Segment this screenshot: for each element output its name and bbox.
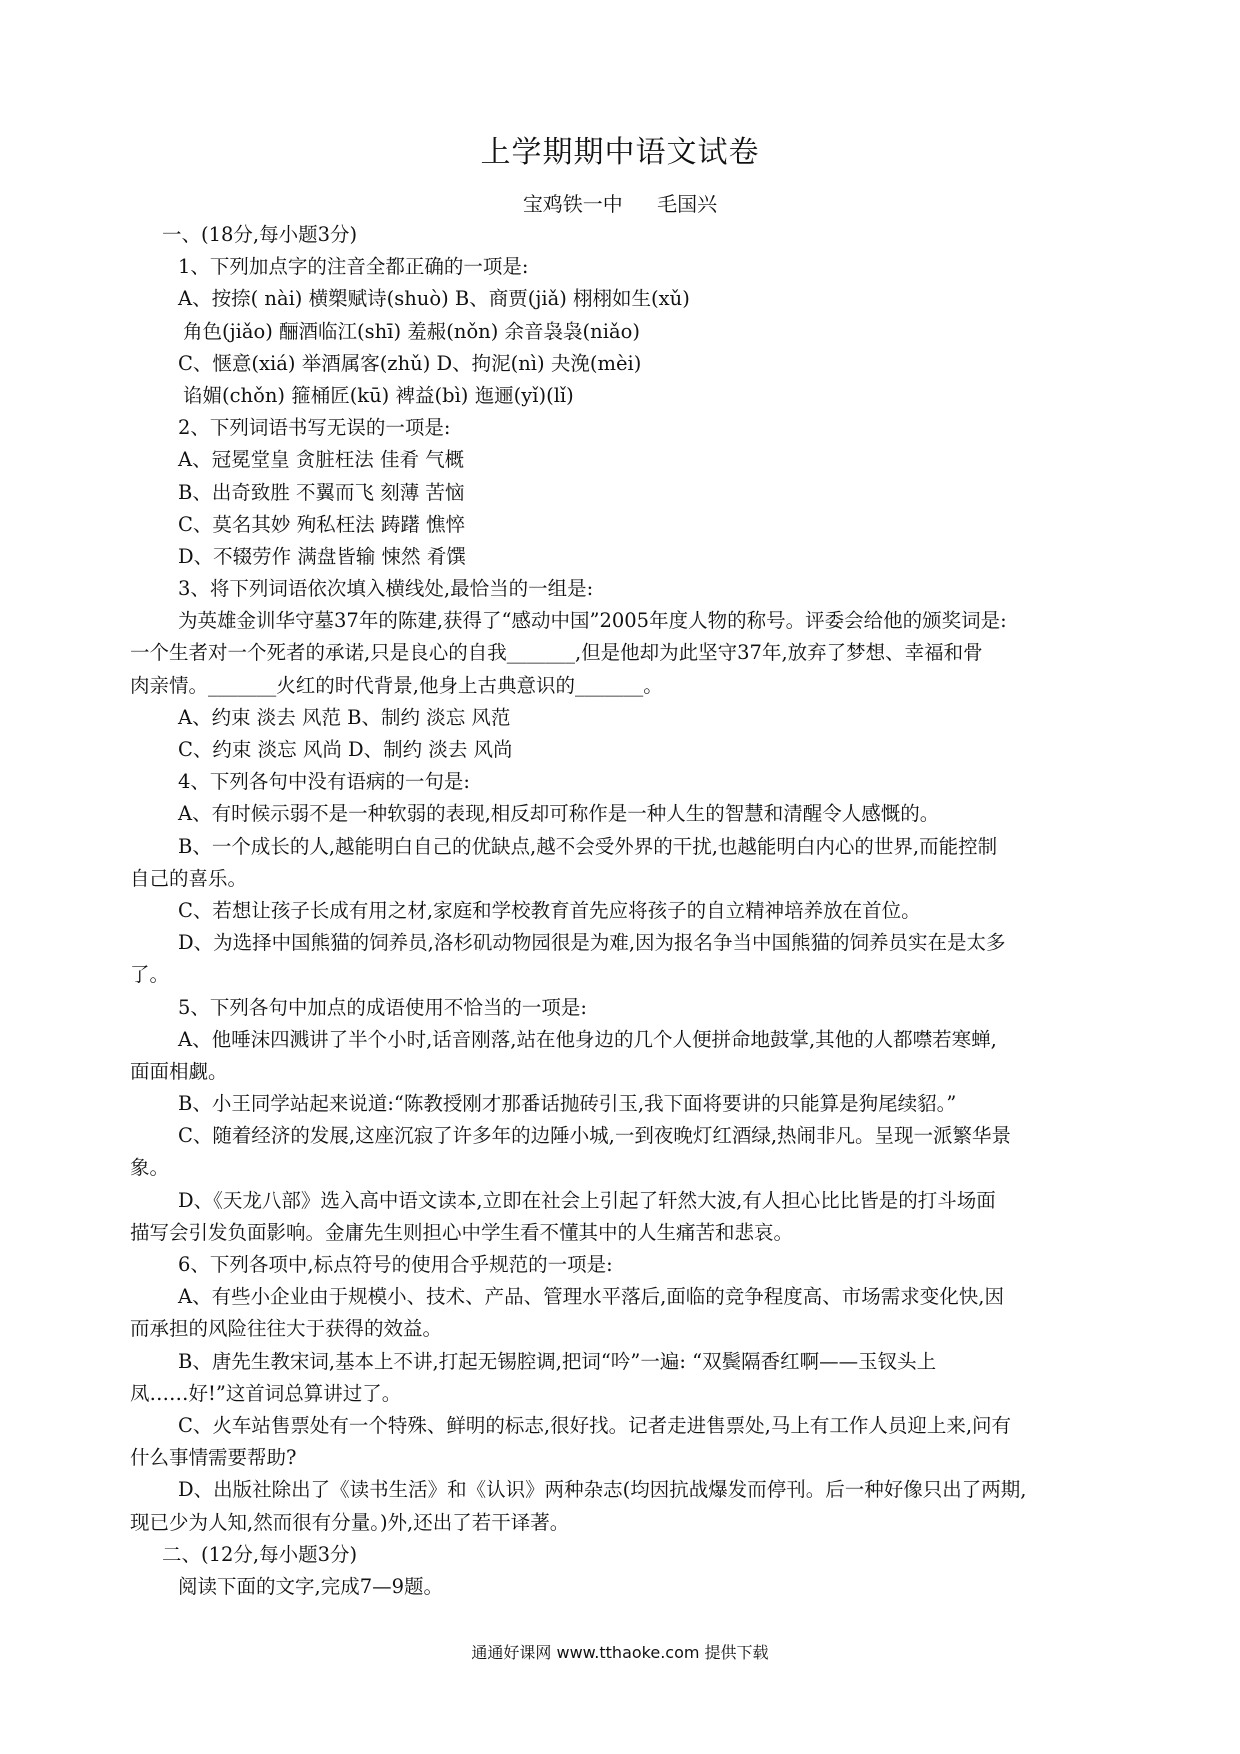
text-line: C、惬意(xiá) 举酒属客(zhǔ) D、拘泥(nì) 夬浼(mèi) (178, 351, 642, 375)
text-line: 描写会引发负面影响。金庸先生则担心中学生看不懂其中的人生痛苦和悲哀。 (130, 1220, 794, 1244)
text-line: 了。 (130, 963, 170, 987)
text-line: 面面相觑。 (130, 1059, 228, 1083)
text-line: C、若想让孩子长成有用之材,家庭和学校教育首先应将孩子的自立精神培养放在首位。 (178, 898, 921, 922)
text-line: 1、下列加点字的注音全都正确的一项是: (178, 255, 529, 279)
text-line: 4、下列各句中没有语病的一句是: (178, 770, 470, 794)
text-line: 一个生者对一个死者的承诺,只是良心的自我_______,但是他却为此坚守37年,放弃了梦想、幸福和骨 (130, 641, 983, 665)
text-line: 自己的喜乐。 (130, 866, 248, 890)
text-line: 象。 (130, 1156, 170, 1180)
text-line: D、不辍劳作 满盘皆输 悚然 肴馔 (178, 544, 466, 568)
text-line: A、冠冕堂皇 贪脏枉法 佳肴 气概 (178, 448, 465, 472)
text-line: B、唐先生教宋词,基本上不讲,打起无锡腔调,把词“吟”一遍: “双鬓隔香红啊——玉钗头上 (178, 1349, 937, 1373)
exam-content (130, 219, 1110, 1603)
text-line: C、莫名其妙 殉私枉法 踌躇 憔悴 (178, 512, 466, 536)
text-line: A、约束 淡去 风范 B、制约 淡忘 风范 (178, 705, 511, 729)
text-line: 肉亲情。_______火红的时代背景,他身上古典意识的_______。 (130, 673, 663, 697)
text-line: 2、下列词语书写无误的一项是: (178, 416, 451, 440)
text-line: D、出版社除出了《读书生活》和《认识》两种杂志(均因抗战爆发而停刊。后一种好像只出了两期, (178, 1478, 1027, 1502)
text-line: 为英雄金训华守墓37年的陈建,获得了“感动中国”2005年度人物的称号。评委会给他的颁奖词是: (178, 609, 1007, 633)
text-line: 角色(jiǎo) 酾酒临江(shī) 羞赧(nǒn) 余音袅袅(niǎo) (183, 319, 640, 343)
author-name: 毛国兴 (657, 192, 718, 216)
text-line: 二、(12分,每小题3分) (162, 1542, 358, 1566)
text-line: 6、下列各项中,标点符号的使用合乎规范的一项是: (178, 1253, 613, 1276)
text-line: C、火车站售票处有一个特殊、鲜明的标志,很好找。记者走进售票处,马上有工作人员迎上来,问有 (178, 1413, 1012, 1437)
page-footer: 通通好课网 www.tthaoke.com 提供下载 (471, 1643, 769, 1662)
text-line: C、随着经济的发展,这座沉寂了许多年的边陲小城,一到夜晚灯红酒绿,热闹非凡。呈现一派繁华景 (178, 1124, 1012, 1148)
text-line: A、有些小企业由于规模小、技术、产品、管理水平落后,面临的竞争程度高、市场需求变化快,因 (178, 1285, 1004, 1309)
text-line: 一、(18分,每小题3分) (162, 223, 358, 246)
text-line: A、他唾沫四溅讲了半个小时,话音刚落,站在他身边的几个人便拼命地鼓掌,其他的人都噤若寒蝉, (178, 1027, 997, 1051)
text-line: B、出奇致胜 不翼而飞 刻薄 苦恼 (178, 480, 465, 504)
text-line: 凤……好!”这首词总算讲过了。 (130, 1381, 402, 1405)
text-line: 而承担的风险往往大于获得的效益。 (130, 1317, 443, 1341)
text-line: B、小王同学站起来说道:“陈教授刚才那番话抛砖引玉,我下面将要讲的只能算是狗尾续貂。” (178, 1092, 957, 1116)
text-line: 什么事情需要帮助? (130, 1446, 297, 1470)
text-line: 现已少为人知,然而很有分量。)外,还出了若干译著。 (130, 1510, 570, 1534)
text-line: 5、下列各句中加点的成语使用不恰当的一项是: (178, 995, 587, 1019)
page-title: 上学期期中语文试卷 (480, 135, 760, 170)
text-line: A、按捺( nài) 横槊赋诗(shuò) B、商贾(jiǎ) 栩栩如生(xǔ) (178, 287, 690, 311)
text-line: A、有时候示弱不是一种软弱的表现,相反却可称作是一种人生的智慧和清醒令人感慨的。 (178, 802, 940, 826)
text-line: 谄媚(chǒn) 箍桶匠(kū) 裨益(bì) 迤逦(yǐ)(lǐ) (183, 383, 574, 407)
text-line: 阅读下面的文字,完成7—9题。 (178, 1574, 444, 1598)
author-school: 宝鸡铁一中 (522, 192, 623, 216)
text-line: D、《天龙八部》选入高中语文读本,立即在社会上引起了轩然大波,有人担心比比皆是的打斗场面 (178, 1188, 996, 1212)
text-line: C、约束 淡忘 风尚 D、制约 淡去 风尚 (178, 738, 513, 761)
author-line (0, 188, 1240, 217)
text-line: 3、将下列词语依次填入横线处,最恰当的一组是: (178, 577, 594, 601)
text-line: D、为选择中国熊猫的饲养员,洛杉矶动物园很是为难,因为报名争当中国熊猫的饲养员实在是太多 (178, 931, 1006, 955)
text-line: B、一个成长的人,越能明白自己的优缺点,越不会受外界的干扰,也越能明白内心的世界,而能控制 (178, 834, 998, 858)
